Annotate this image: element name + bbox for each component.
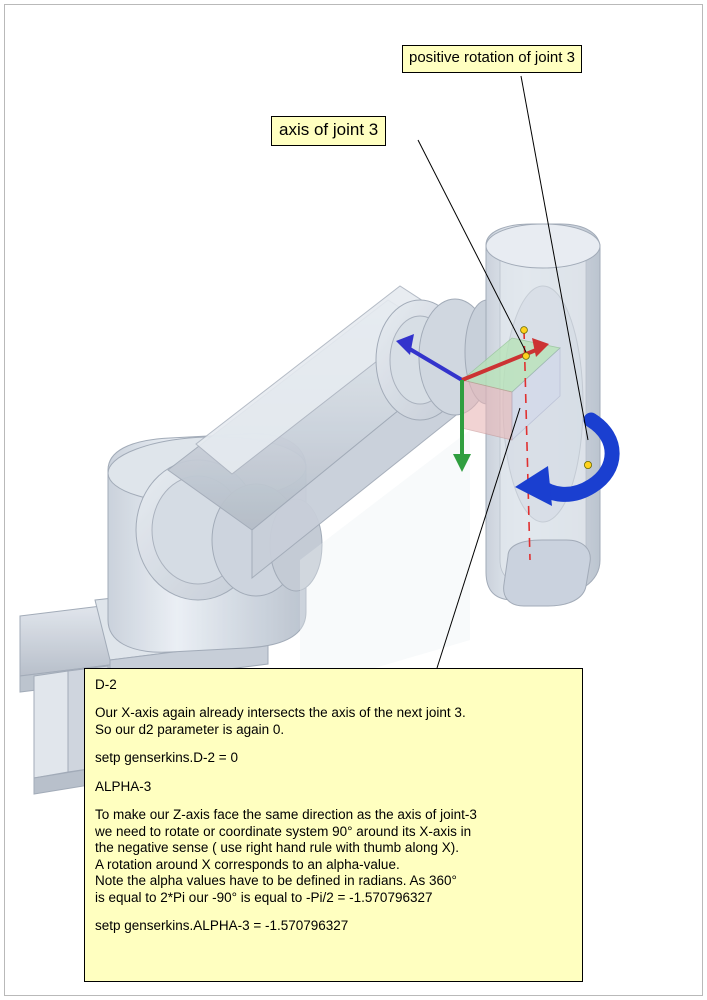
annotation-alpha3-line-4: A rotation around X corresponds to an alpha-value. — [95, 856, 400, 872]
axis-point-lower — [523, 353, 530, 360]
callout-axis-of-joint-3 — [271, 116, 386, 146]
annotation-alpha3-line-2: we need to rotate or coordinate system 90° around its X-axis in — [95, 823, 472, 839]
annotation-d2-line-2: So our d2 parameter is again 0. — [95, 721, 285, 737]
annotation-alpha3-line-3: the negative sense ( use right hand rule with thumb along X). — [95, 840, 459, 856]
annotation-code-alpha3: setp genserkins.ALPHA-3 = -1.570796327 — [95, 918, 349, 934]
robot-wrist — [504, 540, 591, 606]
annotation-alpha3-line-1: To make our Z-axis face the same direction as the axis of joint-3 — [95, 807, 477, 823]
annotation-box — [84, 668, 583, 982]
axis-point-upper — [521, 327, 528, 334]
callout-positive-rotation-of-joint-3 — [402, 45, 582, 73]
annotation-code-d2: setp genserkins.D-2 = 0 — [95, 750, 238, 766]
callout-axis-label: axis of joint 3 — [279, 120, 379, 139]
annotation-alpha3-line-6: is equal to 2*Pi our -90° is equal to -Pi/2 = -1.570796327 — [95, 889, 433, 905]
annotation-heading-d2: D-2 — [95, 677, 117, 692]
callout-rotation-label: positive rotation of joint 3 — [409, 49, 575, 66]
annotation-heading-alpha3: ALPHA-3 — [95, 778, 152, 794]
annotation-alpha3-line-5: Note the alpha values have to be defined in radians. As 360° — [95, 873, 457, 889]
rotation-anchor-point — [584, 461, 591, 468]
annotation-d2-line-1: Our X-axis again already intersects the axis of the next joint 3. — [95, 705, 466, 721]
